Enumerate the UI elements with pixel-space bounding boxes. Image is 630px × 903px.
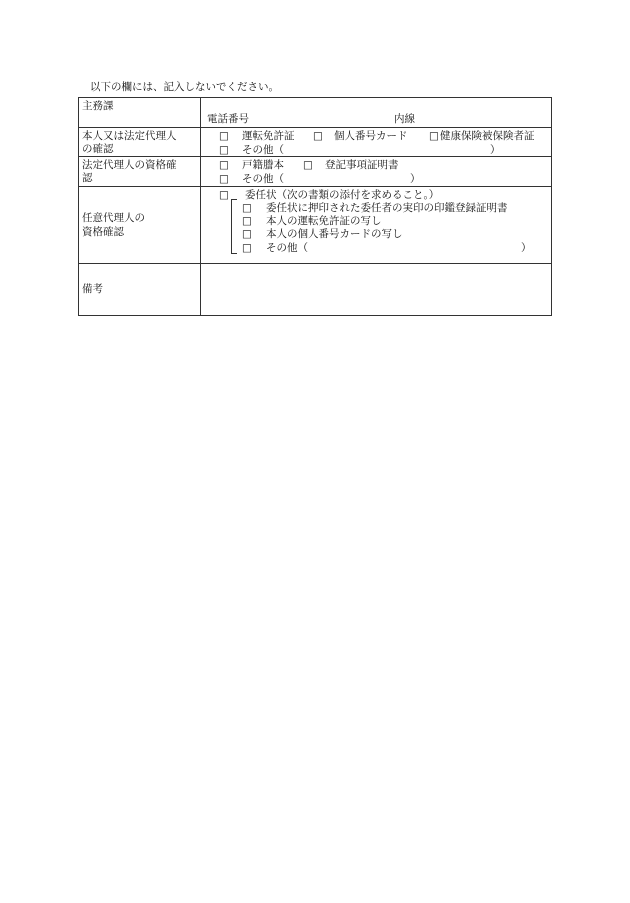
extension-label: 内線 [394,113,415,125]
legal-agent-other-close: ） [410,173,421,186]
proxy-other-close: ） [521,241,532,254]
label-proxy: 任意代理人の 資格確認 [79,186,201,263]
option-power-of-attorney: 委任状（次の書類の添付を求めること。） [245,188,440,201]
label-office: 主務課 [79,98,201,128]
option-seal-certificate: 委任状に押印された委任者の実印の印鑑登録証明書 [266,201,508,214]
checkbox-my-number-card[interactable]: □ [313,130,323,142]
option-health-insurance: 健康保険被保険者証 [440,130,535,142]
checkbox-health-insurance[interactable]: □ [429,130,439,142]
checkbox-seal-certificate[interactable]: □ [242,201,252,214]
row-legal-agent [79,157,552,186]
checkbox-identity-other[interactable]: □ [219,144,229,156]
row-office [79,98,552,128]
label-identity: 本人又は法定代理人 の確認 [79,128,201,157]
checkbox-family-register[interactable]: □ [219,159,229,172]
label-remarks: 備考 [79,263,201,315]
option-identity-other: その他（ [242,144,284,156]
checkbox-power-of-attorney[interactable]: □ [219,188,229,201]
option-my-number-card: 個人番号カード [334,130,408,142]
identity-options-cell [201,128,552,157]
row-identity [79,128,552,157]
legal-agent-options-cell [201,157,552,186]
proxy-options-cell [201,186,552,263]
checkbox-my-number-copy[interactable]: □ [242,227,252,240]
option-drivers-license: 運転免許証 [242,130,295,142]
checkbox-drivers-license[interactable]: □ [219,130,229,142]
row-remarks [79,263,552,315]
checkbox-proxy-other[interactable]: □ [242,241,252,254]
option-proxy-other: その他（ [266,241,308,254]
option-my-number-copy: 本人の個人番号カードの写し [266,227,403,240]
row-proxy [79,186,552,263]
office-use-notice: 以下の欄には、記入しないでください。 [90,81,279,93]
office-use-table [78,97,552,316]
label-legal-agent: 法定代理人の資格確 認 [79,157,201,186]
identity-other-close: ） [490,144,501,156]
option-registry-certificate: 登記事項証明書 [325,159,399,172]
option-legal-agent-other: その他（ [242,173,284,186]
attachment-bracket [231,199,237,254]
checkbox-license-copy[interactable]: □ [242,214,252,227]
phone-label: 電話番号 [207,113,249,125]
remarks-field[interactable] [201,263,552,315]
checkbox-registry-certificate[interactable]: □ [303,159,313,172]
option-family-register: 戸籍謄本 [242,159,284,172]
office-cell [201,98,552,128]
option-license-copy: 本人の運転免許証の写し [266,214,382,227]
checkbox-legal-agent-other[interactable]: □ [219,173,229,186]
